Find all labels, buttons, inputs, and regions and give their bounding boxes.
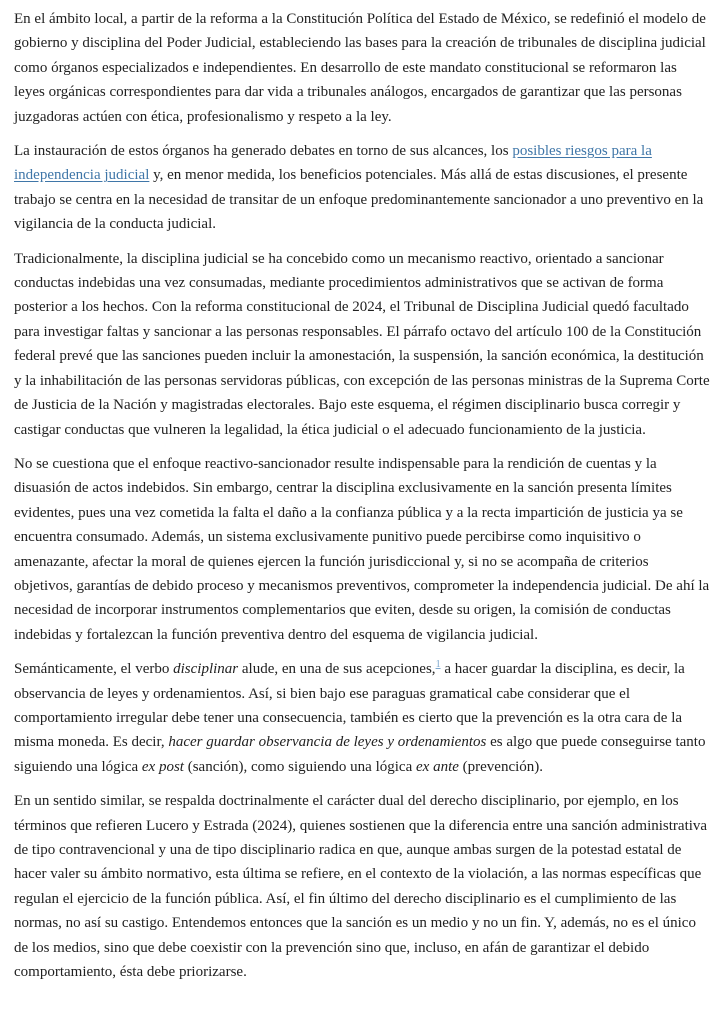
- text-run: (prevención).: [458, 758, 544, 775]
- paragraph: [14, 247, 710, 442]
- text-run: No se cuestiona que el enfoque reactivo-sancionador resulte indispensable para la rendición de cuentas y la disuasión de actos indebidos. Sin embargo, centrar la disciplina exclusivamente en la sanción presenta límites evidentes, pues una vez cometida la falta el daño a la confianza pública y a la recta impartición de justicia ya se encuentra consumado. Además, un sistema exclusivamente punitivo puede percibirse como inquisitivo o amenazante, afectar la moral de quienes ejercen la función jurisdiccional y, si no se acompaña de criterios objetivos, garantías de debido proceso y mecanismos preventivos, comprometer la independencia judicial. De ahí la necesidad de incorporar instrumentos complementarios que eviten, desde su origen, la comisión de conductas indebidas y fortalezcan la función preventiva dentro del esquema de vigilancia judicial.: [14, 455, 710, 643]
- text-run: alude, en una de sus acepciones,: [238, 661, 436, 678]
- text-run: En el ámbito local, a partir de la reforma a la Constitución Política del Estado de México, se redefinió el modelo de gobierno y disciplina del Poder Judicial, estableciendo las bases para la creación de tribunales de disciplina judicial como órganos especializados e independientes. En desarrollo de este mandato constitucional se reformaron las leyes orgánicas correspondientes para dar vida a tribunales análogos, encargados de garantizar que las personas juzgadoras actúen con ética, profesionalismo y respeto a la ley.: [14, 11, 706, 125]
- text-run: En un sentido similar, se respalda doctrinalmente el carácter dual del derecho disciplinario, por ejemplo, en los términos que refieren Lucero y Estrada (2024), quienes sostienen que la diferencia entre una sanción administrativa de tipo contravencional y una de tipo disciplinario radica en que, aunque ambas surgen de la potestad estatal de hacer valer su ámbito normativo, esta última se refiere, en el contexto de la violación, a las normas específicas que regulan el ejercicio de la función pública. Así, el fin último del derecho disciplinario es el cumplimiento de las normas, no así su castigo. Entendemos entonces que la sanción es un medio y no un fin. Y, además, no es el único de los medios, sino que debe coexistir con la prevención sino que, incluso, en afán de garantizar el debido comportamiento, ésta debe priorizarse.: [14, 793, 708, 981]
- paragraph: [14, 7, 710, 129]
- text-run: y, en menor medida, los beneficios potenciales. Más allá de estas discusiones, el presente trabajo se centra en la necesidad de transitar de un enfoque predominantemente sancionador a uno preventivo en la vigilancia de la conducta judicial.: [14, 167, 704, 233]
- emphasis-text: disciplinar: [173, 661, 239, 678]
- paragraph: [14, 452, 710, 647]
- text-run: Tradicionalmente, la disciplina judicial se ha concebido como un mecanismo reactivo, orientado a sancionar conductas indebidas una vez consumadas, mediante procedimientos administrativos que se activan de forma posterior a los hechos. Con la reforma constitucional de 2024, el Tribunal de Disciplina Judicial quedó facultado para investigar faltas y sancionar a las personas responsables. El párrafo octavo del artículo 100 de la Constitución federal prevé que las sanciones pueden incluir la amonestación, la suspensión, la sanción económica, la destitución y la inhabilitación de las personas servidoras públicas, con excepción de las personas ministras de la Suprema Corte de Justicia de la Nación y magistradas electorales. Bajo este esquema, el régimen disciplinario busca corregir y castigar conductas que vulneren la legalidad, la ética judicial o el adecuado funcionamiento de la justicia.: [14, 250, 710, 438]
- paragraph: [14, 657, 710, 779]
- emphasis-text: ex ante: [416, 758, 459, 775]
- inline-link[interactable]: posibles riesgos para la independencia judicial: [14, 143, 652, 184]
- text-run: La instauración de estos órganos ha generado debates en torno de sus alcances, los: [14, 143, 513, 160]
- paragraph: [14, 789, 710, 984]
- paragraph: [14, 139, 710, 237]
- emphasis-text: hacer guardar observancia de leyes y ordenamientos: [168, 734, 487, 751]
- footnote-link[interactable]: 1: [435, 659, 441, 671]
- text-run: a hacer guardar la disciplina, es decir, la observancia de leyes y ordenamientos. Así, si bien bajo ese paraguas gramatical cabe considerar que el comportamiento irregular debe tener una consecuencia, también es cierto que la prevención es la otra cara de la misma moneda. Es decir,: [14, 661, 685, 751]
- text-run: es algo que puede conseguirse tanto siguiendo una lógica: [14, 734, 706, 775]
- text-run: Semánticamente, el verbo: [14, 661, 174, 678]
- text-run: (sanción), como siguiendo una lógica: [183, 758, 416, 775]
- article-body: [14, 7, 710, 984]
- emphasis-text: ex post: [141, 758, 184, 775]
